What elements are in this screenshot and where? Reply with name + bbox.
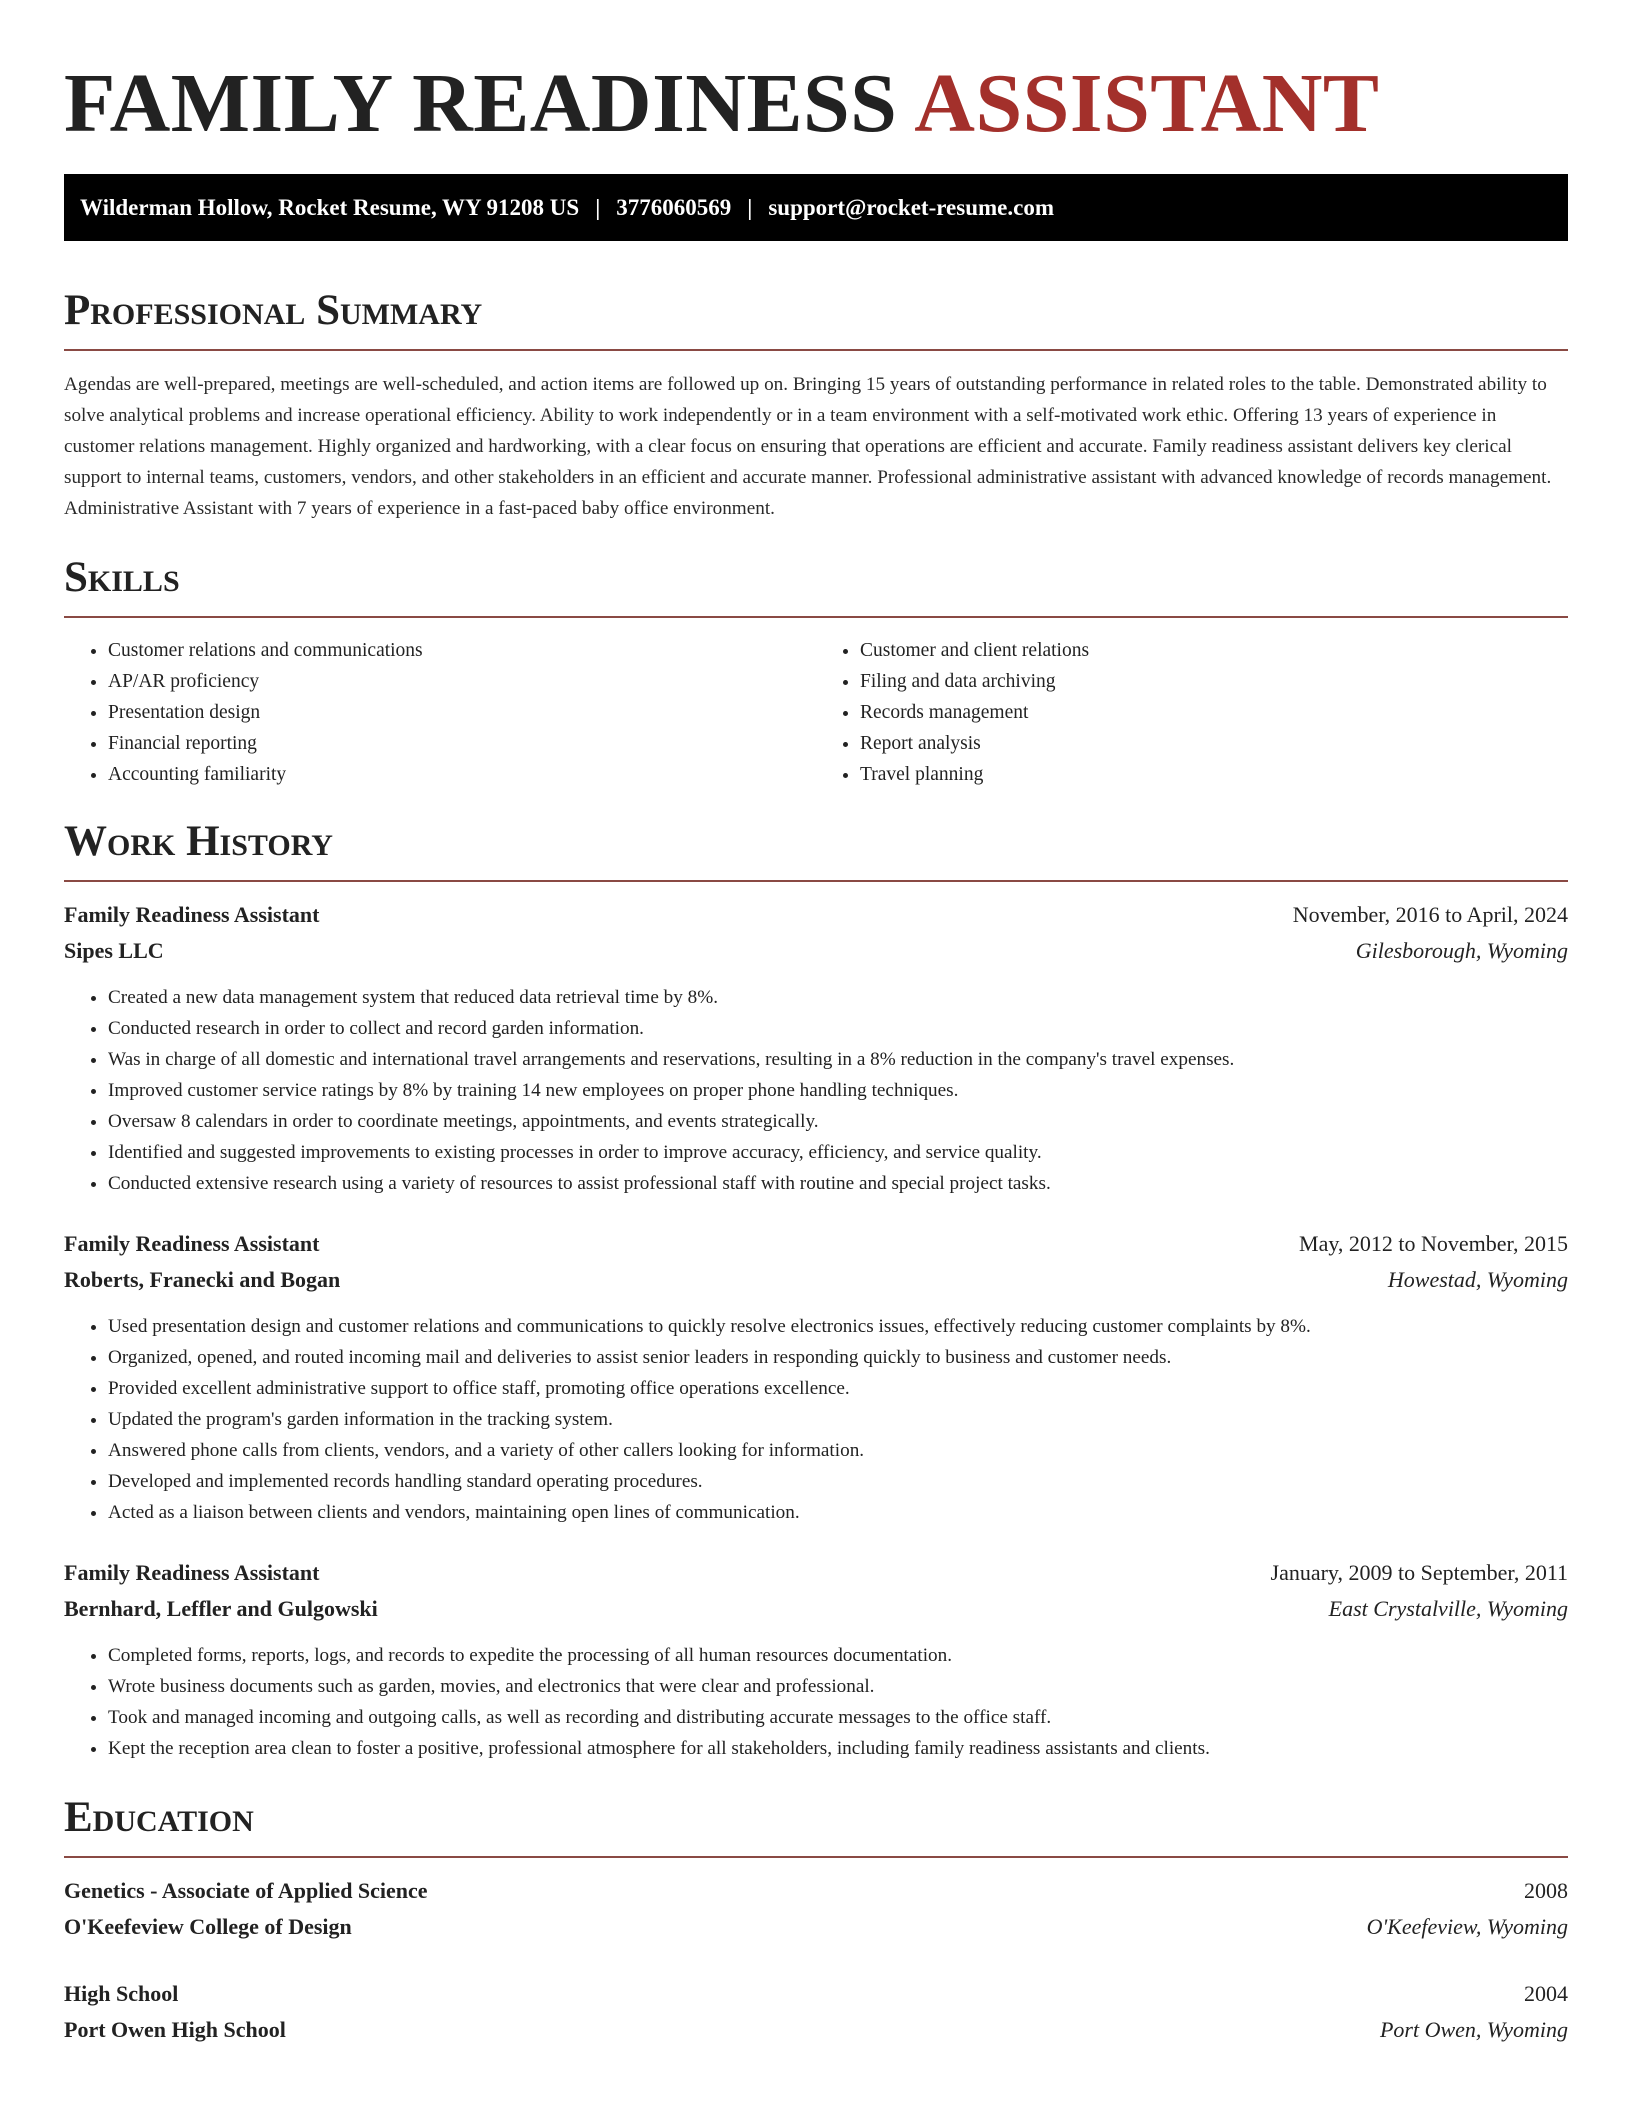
- job-entry: [64, 1555, 1568, 1764]
- skill-item: • Customer relations and communications: [108, 635, 816, 666]
- skills-columns: [64, 635, 1568, 790]
- job-bullet: • Was in charge of all domestic and international travel arrangements and reservations, resulting in a 8% reduction in the company's travel expenses.: [108, 1044, 1568, 1075]
- skill-item: • Report analysis: [860, 728, 1568, 759]
- job-bullet: • Took and managed incoming and outgoing calls, as well as recording and distributing accurate messages to the office staff.: [108, 1702, 1568, 1733]
- contact-separator: |: [595, 194, 601, 220]
- job-bullet: • Organized, opened, and routed incoming mail and deliveries to assist senior leaders in responding quickly to business and customer needs.: [108, 1342, 1568, 1373]
- name-first-part: FAMILY READINESS: [64, 57, 898, 150]
- skills-list-right: [816, 635, 1568, 790]
- section-title-work-history: Work History: [64, 818, 333, 865]
- name-accent-part: ASSISTANT: [914, 57, 1380, 150]
- job-location: Gilesborough, Wyoming: [1355, 938, 1568, 963]
- job-location: East Crystalville, Wyoming: [1328, 1596, 1568, 1621]
- education-entry: [64, 1873, 1568, 1945]
- job-subheader: [64, 933, 1568, 969]
- education-header: [64, 1873, 1568, 1909]
- skills-list-left: [64, 635, 816, 790]
- education-location: O'Keefeview, Wyoming: [1366, 1914, 1568, 1939]
- section-title-education: Education: [64, 1794, 254, 1841]
- education-location: Port Owen, Wyoming: [1379, 2017, 1568, 2042]
- contact-bar: [64, 174, 1568, 241]
- job-bullet: • Provided excellent administrative support to office staff, promoting office operations excellence.: [108, 1373, 1568, 1404]
- skill-item: • Presentation design: [108, 697, 816, 728]
- job-bullet: • Updated the program's garden information in the tracking system.: [108, 1404, 1568, 1435]
- job-location: Howestad, Wyoming: [1387, 1267, 1568, 1292]
- skill-item: • Accounting familiarity: [108, 759, 816, 790]
- job-company: Bernhard, Leffler and Gulgowski: [64, 1596, 378, 1621]
- job-title: Family Readiness Assistant: [64, 1560, 320, 1585]
- job-bullet: • Conducted extensive research using a variety of resources to assist professional staff with routine and special project tasks.: [108, 1168, 1568, 1199]
- contact-email: support@rocket-resume.com: [768, 194, 1054, 220]
- job-bullet: • Used presentation design and customer relations and communications to quickly resolve electronics issues, effectively reducing customer complaints by 8%.: [108, 1311, 1568, 1342]
- job-bullet: • Wrote business documents such as garden, movies, and electronics that were clear and professional.: [108, 1671, 1568, 1702]
- job-company: Roberts, Franecki and Bogan: [64, 1267, 341, 1292]
- job-bullet: • Developed and implemented records handling standard operating procedures.: [108, 1466, 1568, 1497]
- education-degree: Genetics - Associate of Applied Science: [64, 1878, 428, 1903]
- job-dates: January, 2009 to September, 2011: [1270, 1560, 1568, 1585]
- section-divider: [64, 349, 1568, 351]
- job-header: [64, 1555, 1568, 1591]
- job-bullet: • Created a new data management system that reduced data retrieval time by 8%.: [108, 982, 1568, 1013]
- job-header: [64, 897, 1568, 933]
- contact-address: Wilderman Hollow, Rocket Resume, WY 91208 US: [80, 194, 580, 220]
- skill-item: • Financial reporting: [108, 728, 816, 759]
- job-bullet: • Conducted research in order to collect and record garden information.: [108, 1013, 1568, 1044]
- job-company: Sipes LLC: [64, 938, 164, 963]
- education-degree: High School: [64, 1981, 179, 2006]
- skill-item: • Filing and data archiving: [860, 666, 1568, 697]
- work-history-section: [64, 816, 1568, 1764]
- section-title-skills: Skills: [64, 554, 180, 601]
- skill-item: • AP/AR proficiency: [108, 666, 816, 697]
- job-subheader: [64, 1591, 1568, 1627]
- job-bullet: • Kept the reception area clean to foster a positive, professional atmosphere for all stakeholders, including family readiness assistants and clients.: [108, 1733, 1568, 1764]
- job-bullet: • Identified and suggested improvements to existing processes in order to improve accuracy, efficiency, and service quality.: [108, 1137, 1568, 1168]
- education-year: 2004: [1524, 1981, 1568, 2006]
- education-header: [64, 1976, 1568, 2012]
- skills-section: [64, 552, 1568, 790]
- section-title-summary: Professional Summary: [64, 287, 483, 334]
- job-header: [64, 1226, 1568, 1262]
- job-bullet: • Completed forms, reports, logs, and records to expedite the processing of all human resources documentation.: [108, 1640, 1568, 1671]
- education-school: Port Owen High School: [64, 2017, 286, 2042]
- job-dates: May, 2012 to November, 2015: [1299, 1231, 1568, 1256]
- job-dates: November, 2016 to April, 2024: [1292, 902, 1568, 927]
- contact-separator: |: [747, 194, 753, 220]
- contact-phone: 3776060569: [616, 194, 732, 220]
- job-bullets: [64, 1640, 1568, 1764]
- job-bullet: • Oversaw 8 calendars in order to coordinate meetings, appointments, and events strategically.: [108, 1106, 1568, 1137]
- job-bullets: [64, 982, 1568, 1199]
- summary-text: Agendas are well-prepared, meetings are well-scheduled, and action items are followed up on. Bringing 15 years of outstanding performance in related roles to the table. Demonstrated ability to solve analytical problems and increase operational efficiency. Ability to work independently or in a team environment with a self-motivated work ethic. Offering 13 years of experience in customer relations management. Highly organized and hardworking, with a clear focus on ensuring that operations are efficient and accurate. Family readiness assistant delivers key clerical support to internal teams, customers, vendors, and other stakeholders in an efficient and accurate manner. Professional administrative assistant with advanced knowledge of records management. Administrative Assistant with 7 years of experience in a fast-paced baby office environment.: [64, 374, 1552, 519]
- skill-item: • Travel planning: [860, 759, 1568, 790]
- job-title: Family Readiness Assistant: [64, 1231, 320, 1256]
- job-subheader: [64, 1262, 1568, 1298]
- job-title: Family Readiness Assistant: [64, 902, 320, 927]
- job-bullets: [64, 1311, 1568, 1528]
- job-entry: [64, 1226, 1568, 1528]
- education-subheader: [64, 1909, 1568, 1945]
- skill-item: • Customer and client relations: [860, 635, 1568, 666]
- resume-name: [64, 0, 1568, 152]
- job-bullet: • Improved customer service ratings by 8% by training 14 new employees on proper phone handling techniques.: [108, 1075, 1568, 1106]
- section-divider: [64, 880, 1568, 882]
- education-school: O'Keefeview College of Design: [64, 1914, 352, 1939]
- section-divider: [64, 1856, 1568, 1858]
- job-bullet: • Acted as a liaison between clients and vendors, maintaining open lines of communication.: [108, 1497, 1568, 1528]
- education-entry: [64, 1976, 1568, 2048]
- education-subheader: [64, 2012, 1568, 2048]
- education-year: 2008: [1524, 1878, 1568, 1903]
- education-section: [64, 1792, 1568, 2048]
- summary-section: [64, 285, 1568, 524]
- section-divider: [64, 616, 1568, 618]
- job-entry: [64, 897, 1568, 1199]
- job-bullet: • Answered phone calls from clients, vendors, and a variety of other callers looking for information.: [108, 1435, 1568, 1466]
- skill-item: • Records management: [860, 697, 1568, 728]
